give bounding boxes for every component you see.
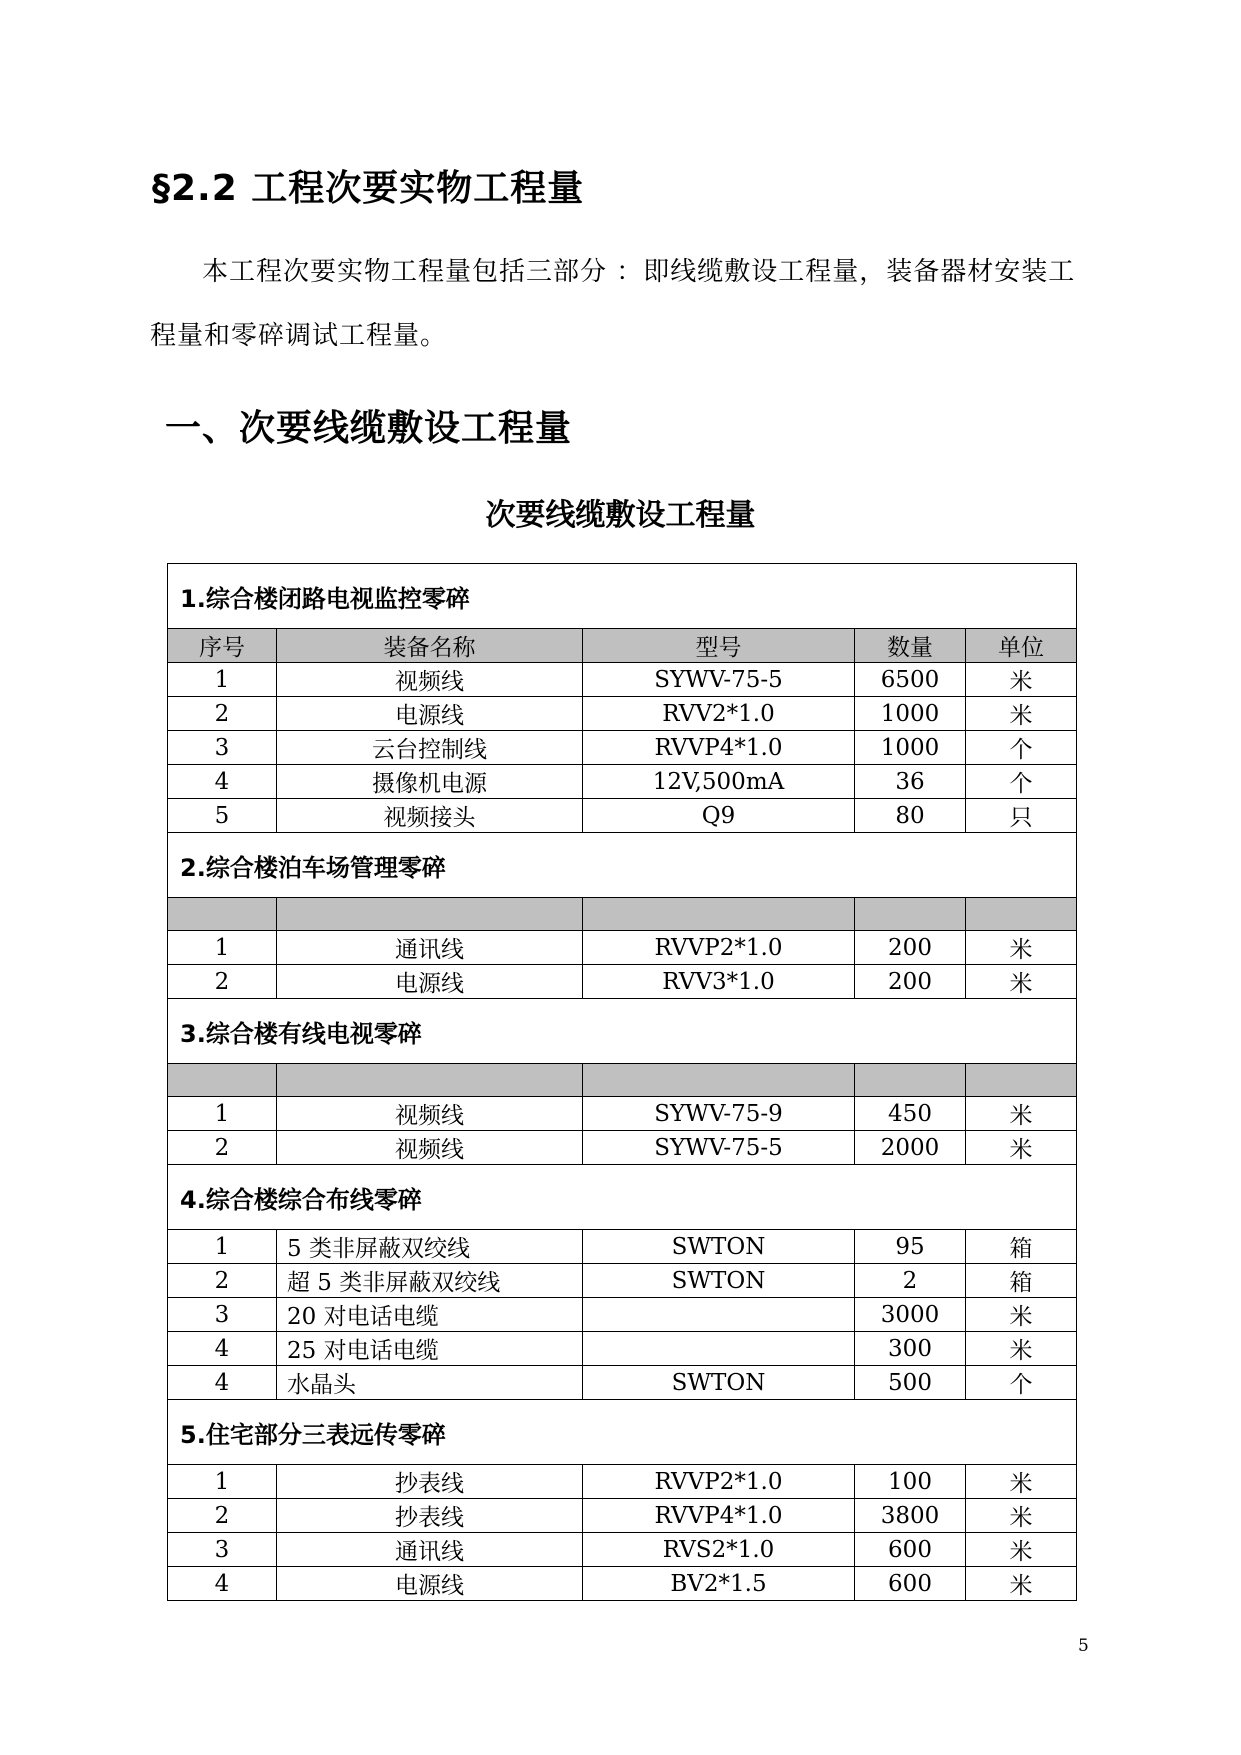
group-title-row [168,1165,1077,1230]
table-row [168,931,1077,965]
group-title: 3.综合楼有线电视零碎 [168,999,1077,1064]
group-title-row [168,564,1077,629]
column-header-row [168,898,1077,931]
section-title: §2.2 工程次要实物工程量 [152,168,585,209]
table-cell: 2 [168,697,277,731]
table-cell: 4 [168,1332,277,1366]
table-cell: Q9 [583,799,855,833]
table-cell: 米 [966,1298,1077,1332]
table-cell: 1000 [855,731,966,765]
table-cell: 500 [855,1366,966,1400]
table-cell: 4 [168,1567,277,1601]
table-cell: 600 [855,1533,966,1567]
table-cell: 米 [966,1097,1077,1131]
table-row [168,697,1077,731]
table-cell: 米 [966,697,1077,731]
table-cell: 通讯线 [277,1533,583,1567]
table-cell: 摄像机电源 [277,765,583,799]
table-cell: 米 [966,663,1077,697]
page-number: 5 [1078,1636,1089,1656]
table-cell: 20 对电话电缆 [277,1298,583,1332]
column-header: 序号 [168,629,277,663]
table-cell: 米 [966,1533,1077,1567]
column-header [277,898,583,931]
table-cell: 通讯线 [277,931,583,965]
table-cell: RVVP4*1.0 [583,731,855,765]
table-row [168,1465,1077,1499]
table-row [168,1097,1077,1131]
table-cell: 5 类非屏蔽双绞线 [277,1230,583,1264]
table-row [168,1533,1077,1567]
table-cell: 200 [855,965,966,999]
column-header: 单位 [966,629,1077,663]
column-header: 数量 [855,629,966,663]
table-row [168,1499,1077,1533]
column-header [168,898,277,931]
column-header [966,898,1077,931]
table-cell: 只 [966,799,1077,833]
table-cell: 2000 [855,1131,966,1165]
table-row [168,1264,1077,1298]
table-cell: 云台控制线 [277,731,583,765]
table-row [168,663,1077,697]
table-cell: 米 [966,1131,1077,1165]
table-cell: BV2*1.5 [583,1567,855,1601]
group-title: 4.综合楼综合布线零碎 [168,1165,1077,1230]
intro-paragraph: 本工程次要实物工程量包括三部分 ：即线缆敷设工程量，装备器材安装工程量和零碎调试工程量。 [150,257,1076,351]
table-cell: 3 [168,731,277,765]
table-cell: 超 5 类非屏蔽双绞线 [277,1264,583,1298]
group-title-row [168,833,1077,898]
table-cell: SYWV-75-5 [583,663,855,697]
column-header [583,1064,855,1097]
table-cell: 3800 [855,1499,966,1533]
table-cell: 箱 [966,1264,1077,1298]
table-cell: 3000 [855,1298,966,1332]
table-cell: 电源线 [277,697,583,731]
column-header [855,898,966,931]
table-row [168,1567,1077,1601]
table-cell: 80 [855,799,966,833]
table-cell: RVVP4*1.0 [583,1499,855,1533]
table-cell: 电源线 [277,1567,583,1601]
table-cell: 视频线 [277,1131,583,1165]
table-cell: 2 [168,965,277,999]
table-cell: 个 [966,731,1077,765]
table-cell: SYWV-75-9 [583,1097,855,1131]
table-row [168,965,1077,999]
table-cell: 100 [855,1465,966,1499]
table-cell: RVV2*1.0 [583,697,855,731]
table-row [168,799,1077,833]
table-cell: 抄表线 [277,1465,583,1499]
table-cell: 200 [855,931,966,965]
table-cell: 4 [168,765,277,799]
table-cell: 2 [168,1131,277,1165]
table-cell: RVVP2*1.0 [583,1465,855,1499]
table-cell: SYWV-75-5 [583,1131,855,1165]
group-title-row [168,999,1077,1064]
table-cell: 1 [168,1097,277,1131]
table-row [168,1131,1077,1165]
table-cell: 个 [966,1366,1077,1400]
table-cell: 600 [855,1567,966,1601]
table-cell: SWTON [583,1366,855,1400]
table-cell: 25 对电话电缆 [277,1332,583,1366]
table-cell: 米 [966,1499,1077,1533]
table-row [168,1366,1077,1400]
table-cell: 箱 [966,1230,1077,1264]
table-cell [583,1332,855,1366]
heading-cable-laying: 一、次要线缆敷设工程量 [165,408,573,449]
group-title-row [168,1400,1077,1465]
group-title: 1.综合楼闭路电视监控零碎 [168,564,1077,629]
table-cell: 12V,500mA [583,765,855,799]
column-header [277,1064,583,1097]
table-cell: RVVP2*1.0 [583,931,855,965]
column-header: 型号 [583,629,855,663]
table-cell: SWTON [583,1230,855,1264]
table-cell: RVS2*1.0 [583,1533,855,1567]
table-cell: 水晶头 [277,1366,583,1400]
table-cell: SWTON [583,1264,855,1298]
table-cell: 2 [855,1264,966,1298]
table-cell: 3 [168,1533,277,1567]
table-cell: 3 [168,1298,277,1332]
table-cell: 1 [168,663,277,697]
table-row [168,765,1077,799]
table-cell: 抄表线 [277,1499,583,1533]
table-cell: 2 [168,1264,277,1298]
group-title: 2.综合楼泊车场管理零碎 [168,833,1077,898]
table-cell: 95 [855,1230,966,1264]
table-cell: 36 [855,765,966,799]
table-cell: 个 [966,765,1077,799]
column-header [168,1064,277,1097]
table-cell: 视频接头 [277,799,583,833]
table-row [168,1230,1077,1264]
table-title: 次要线缆敷设工程量 [485,498,756,533]
table-cell: 米 [966,965,1077,999]
table-cell: 1 [168,1465,277,1499]
table-cell: 6500 [855,663,966,697]
column-header: 装备名称 [277,629,583,663]
column-header-row [168,629,1077,663]
table-cell: 1 [168,1230,277,1264]
table-cell: RVV3*1.0 [583,965,855,999]
table-cell: 4 [168,1366,277,1400]
table-cell: 300 [855,1332,966,1366]
table-cell [583,1298,855,1332]
table-cell: 5 [168,799,277,833]
column-header-row [168,1064,1077,1097]
table-cell: 电源线 [277,965,583,999]
table-cell: 米 [966,931,1077,965]
group-title: 5.住宅部分三表远传零碎 [168,1400,1077,1465]
table-cell: 视频线 [277,663,583,697]
table-cell: 米 [966,1332,1077,1366]
table-row [168,1332,1077,1366]
table-cell: 视频线 [277,1097,583,1131]
column-header [855,1064,966,1097]
table-cell: 450 [855,1097,966,1131]
table-row [168,731,1077,765]
table-cell: 1000 [855,697,966,731]
table-cell: 米 [966,1567,1077,1601]
column-header [966,1064,1077,1097]
table-row [168,1298,1077,1332]
table-cell: 米 [966,1465,1077,1499]
column-header [583,898,855,931]
table-cell: 1 [168,931,277,965]
cable-quantity-table [167,563,1077,1601]
table-cell: 2 [168,1499,277,1533]
